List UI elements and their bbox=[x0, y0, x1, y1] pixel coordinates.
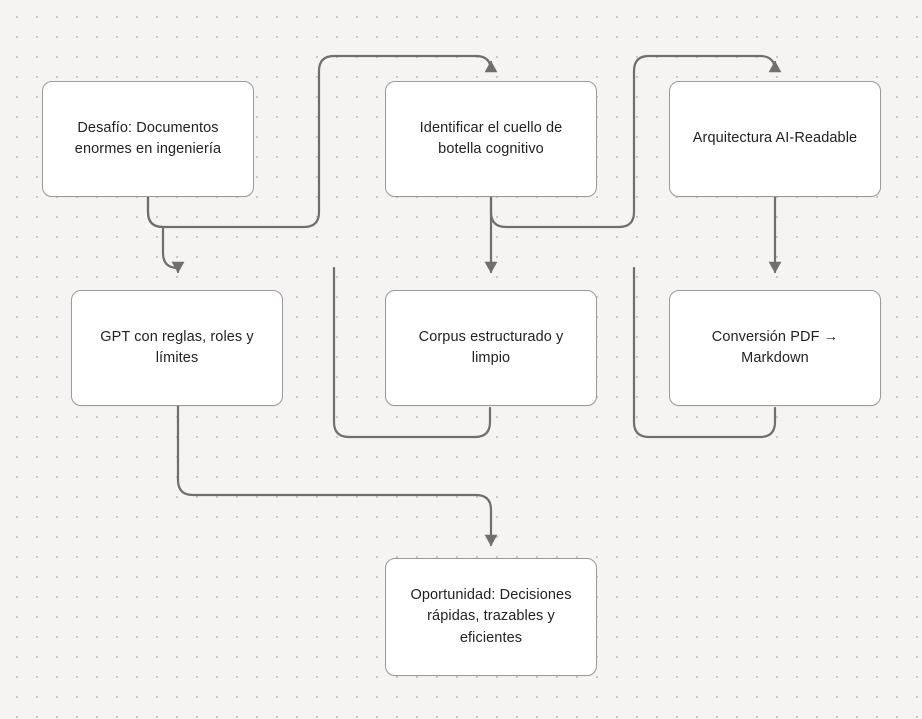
node-label: Conversión PDF → Markdown bbox=[711, 328, 839, 366]
node-label: GPT con reglas, roles y límites bbox=[100, 328, 254, 366]
node-desafio[interactable] bbox=[42, 81, 254, 197]
node-label: Arquitectura AI-Readable bbox=[692, 130, 858, 147]
node-oportunidad[interactable] bbox=[385, 558, 597, 676]
node-conversion-pdf-markdown[interactable] bbox=[669, 290, 881, 406]
node-gpt-reglas[interactable] bbox=[71, 290, 283, 406]
node-corpus-estructurado[interactable] bbox=[385, 290, 597, 406]
node-label: Identificar el cuello de botella cognitivo bbox=[419, 119, 563, 157]
edge-gpt-to-oportunidad bbox=[178, 406, 491, 545]
edge-desafio-to-gpt bbox=[148, 197, 178, 272]
node-label: Oportunidad: Decisiones rápidas, trazables y eficientes bbox=[410, 587, 572, 646]
node-cuello-de-botella[interactable] bbox=[385, 81, 597, 197]
node-label: Desafío: Documentos enormes en ingeniería bbox=[74, 119, 222, 157]
node-label: Corpus estructurado y limpio bbox=[418, 328, 564, 366]
node-arquitectura-ai-readable[interactable] bbox=[669, 81, 881, 197]
